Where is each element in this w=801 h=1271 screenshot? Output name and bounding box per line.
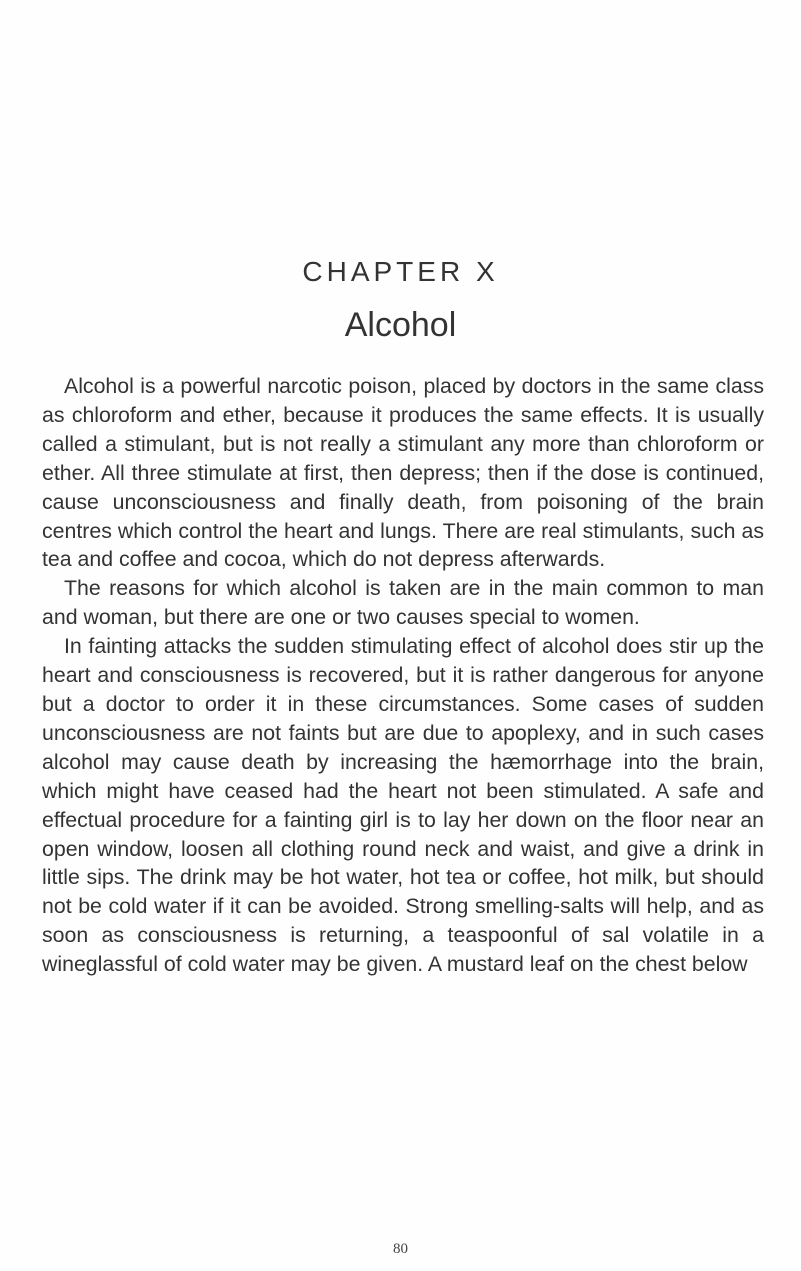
chapter-number: CHAPTER X [302,256,499,287]
chapter-body [42,372,764,979]
page-number: 80 [393,1241,408,1257]
paragraph: Alcohol is a powerful narcotic poison, placed by doctors in the same class as chloroform and ether, because it produces the same effects. It is usually called a stimulant, but is not really a stimulant any more than chloroform or ether. All three stimulate at first, then depress; then if the dose is continued, cause unconsciousness and finally death, from poisoning of the brain centres which control the heart and lungs. There are real stimulants, such as tea and coffee and cocoa, which do not depress afterwards. [42,374,764,572]
paragraph: In fainting attacks the sudden stimulating effect of alcohol does stir up the heart and consciousness is recovered, but it is rather dangerous for anyone but a doctor to order it in these circumstances. Some cases of sudden unconsciousness are not faints but are due to apoplexy, and in such cases alcohol may cause death by increasing the hæmorrhage into the brain, which might have ceased had the heart not been stimulated. A safe and effectual procedure for a fainting girl is to lay her down on the floor near an open window, loosen all clothing round neck and waist, and give a drink in little sips. The drink may be hot water, hot tea or coffee, hot milk, but should not be cold water if it can be avoided. Strong smelling-salts will help, and as soon as consciousness is returning, a teaspoonful of sal volatile in a wineglassful of cold water may be given. A mustard leaf on the chest below [42,634,764,977]
chapter-title: Alcohol [344,306,457,344]
paragraph: The reasons for which alcohol is taken are in the main common to man and woman, but there are one or two causes special to women. [42,576,764,630]
